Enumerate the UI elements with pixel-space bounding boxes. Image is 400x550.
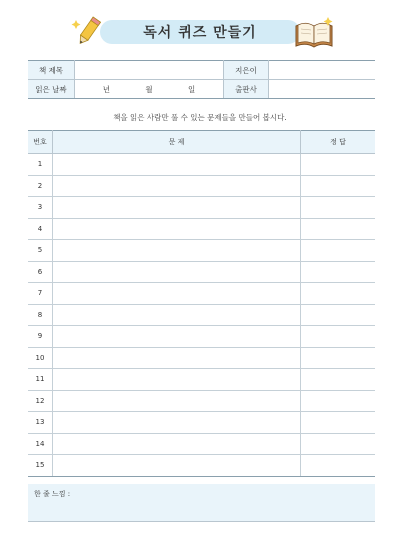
quiz-row [28,455,375,477]
month-unit: 월 [145,84,153,94]
quiz-row [28,347,375,369]
quiz-row [28,197,375,219]
answer-field[interactable] [301,197,376,219]
row-number: 15 [28,455,53,477]
book-title-field[interactable] [75,61,224,80]
impression-label: 한 줄 느낌 : [34,490,71,498]
row-number: 12 [28,390,53,412]
quiz-row [28,390,375,412]
row-number: 1 [28,154,53,176]
answer-field[interactable] [301,369,376,391]
read-date-label: 읽은 날짜 [28,80,75,99]
answer-field[interactable] [301,326,376,348]
read-date-field[interactable] [75,80,224,99]
publisher-field[interactable] [269,80,376,99]
question-field[interactable] [53,197,301,219]
row-number: 5 [28,240,53,262]
row-number: 14 [28,433,53,455]
question-field[interactable] [53,433,301,455]
answer-field[interactable] [301,304,376,326]
author-label: 지은이 [224,61,269,80]
answer-field[interactable] [301,455,376,477]
answer-field[interactable] [301,347,376,369]
question-field[interactable] [53,347,301,369]
page-title: 독서 퀴즈 만들기 [100,20,300,44]
book-icon [292,16,336,50]
question-field[interactable] [53,283,301,305]
answer-header: 정 답 [301,131,376,154]
answer-field[interactable] [301,154,376,176]
answer-field[interactable] [301,240,376,262]
question-field[interactable] [53,154,301,176]
row-number: 13 [28,412,53,434]
book-title-label: 책 제목 [28,61,75,80]
publisher-label: 출판사 [224,80,269,99]
answer-field[interactable] [301,218,376,240]
quiz-row [28,304,375,326]
number-header: 번호 [28,131,53,154]
quiz-row [28,283,375,305]
row-number: 2 [28,175,53,197]
impression-box[interactable] [28,484,375,522]
question-field[interactable] [53,261,301,283]
answer-field[interactable] [301,412,376,434]
quiz-row [28,240,375,262]
question-field[interactable] [53,240,301,262]
question-field[interactable] [53,326,301,348]
book-info-table [28,60,375,99]
quiz-row [28,326,375,348]
row-number: 7 [28,283,53,305]
quiz-row [28,154,375,176]
row-number: 11 [28,369,53,391]
question-field[interactable] [53,304,301,326]
answer-field[interactable] [301,261,376,283]
row-number: 8 [28,304,53,326]
quiz-row [28,218,375,240]
question-header: 문 제 [53,131,301,154]
row-number: 10 [28,347,53,369]
quiz-table [28,130,375,477]
row-number: 4 [28,218,53,240]
author-field[interactable] [269,61,376,80]
question-field[interactable] [53,175,301,197]
day-unit: 일 [188,84,196,94]
answer-field[interactable] [301,433,376,455]
row-number: 9 [28,326,53,348]
row-number: 3 [28,197,53,219]
row-number: 6 [28,261,53,283]
answer-field[interactable] [301,175,376,197]
question-field[interactable] [53,369,301,391]
quiz-row [28,175,375,197]
year-unit: 년 [102,84,110,94]
quiz-row [28,369,375,391]
answer-field[interactable] [301,390,376,412]
question-field[interactable] [53,455,301,477]
quiz-row [28,261,375,283]
quiz-row [28,433,375,455]
question-field[interactable] [53,390,301,412]
instruction-text: 책을 읽은 사람만 풀 수 있는 문제들을 만들어 봅시다. [113,113,287,122]
question-field[interactable] [53,412,301,434]
quiz-row [28,412,375,434]
question-field[interactable] [53,218,301,240]
answer-field[interactable] [301,283,376,305]
